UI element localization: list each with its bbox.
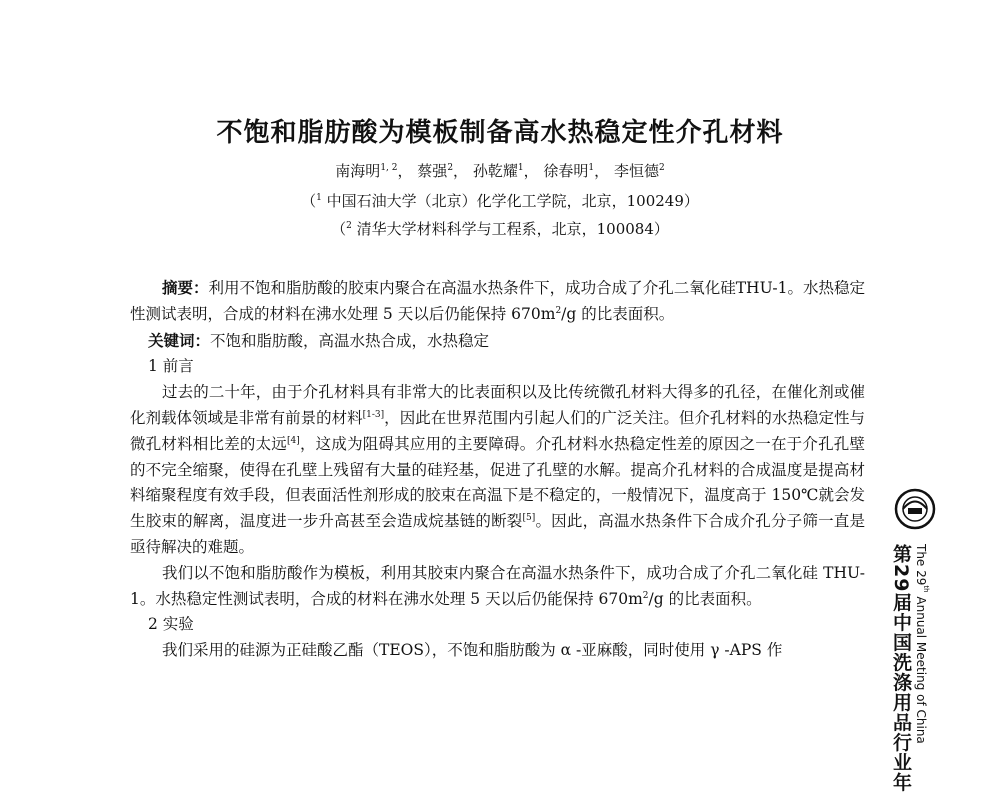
conference-name-en: The 29th Annual Meeting of China (914, 544, 930, 744)
experiment-paragraph-1: 我们采用的硅源为正硅酸乙酯（TEOS），不饱和脂肪酸为 α -亚麻酸，同时使用 γ -APS 作 (162, 641, 783, 660)
keywords-label: 关键词： (148, 330, 211, 350)
abstract-label: 摘要： (162, 278, 209, 297)
section-heading-experiment: 2 实验 (148, 615, 194, 634)
paper-title: 不饱和脂肪酸为模板制备高水热稳定性介孔材料 (216, 118, 784, 148)
intro-paragraph-1: 过去的二十年，由于介孔材料具有非常大的比表面积以及比传统微孔材料大得多的孔径，在催化剂或催化剂载体领域是非常有前景的材料[1-3]，因此在世界范围内引起人们的广泛关注。但介孔材料的水热稳定性与微孔材料相比差的太远[4]，这成为阻碍其应用的主要障碍。介孔材料水热稳定性差的原因之一在于介孔孔壁的不完全缩聚，使得在孔壁上残留有大量的硅羟基，促进了孔壁的水解。提高介孔材料的合成温度是提高材料缩聚程度有效手段，但表面活性剂形成的胶束在高温下是不稳定的，一般情况下，温度高于 150℃就会发生胶束的解离，温度进一步升高甚至会造成烷基链的断裂[5]。因此，高温水热条件下合成介孔分子筛一直是亟待解决的难题。 (130, 383, 865, 556)
author: 徐春明$^1$， (543, 162, 610, 180)
author-list (0, 160, 1000, 181)
intro-paragraph-2: 我们以不饱和脂肪酸作为模板，利用其胶束内聚合在高温水热条件下，成功合成了介孔二氧化硅 THU-1。水热稳定性测试表明，合成的材料在沸水处理 5 天以后仍能保持 $670m^2/g$ 的比表面积。 (130, 563, 865, 608)
author: 李恒德$^2$ (613, 162, 665, 180)
author: 南海明$^{1, 2}$， (335, 162, 413, 180)
keywords: 关键词：不饱和脂肪酸，高温水热合成，水热稳定 (148, 330, 490, 350)
abstract: 摘要：利用不饱和脂肪酸的胶束内聚合在高温水热条件下，成功合成了介孔二氧化硅THU-1。水热稳定性测试表明，合成的材料在沸水处理 5 天以后仍能保持 $670m^2/g$ 的比表面积。 (130, 278, 865, 323)
author: 蔡强$^2$， (417, 162, 469, 180)
citation: [4] (287, 435, 300, 446)
paper-body (130, 275, 865, 664)
conference-name-cn: 第29届中国洗涤用品行业年 (890, 544, 912, 792)
author: 孙乾耀$^1$， (472, 162, 539, 180)
conference-logo-icon (894, 488, 936, 530)
conference-sidebar (880, 488, 1000, 792)
affiliation-2: （$^2$ 清华大学材料科学与工程系，北京，100084） (331, 220, 669, 238)
section-heading-intro: 1 前言 (148, 357, 194, 376)
affiliation-1: （$^1$ 中国石油大学（北京）化学化工学院，北京，100249） (301, 192, 699, 210)
citation: [5] (522, 513, 536, 524)
citation: [1-3] (362, 409, 385, 420)
